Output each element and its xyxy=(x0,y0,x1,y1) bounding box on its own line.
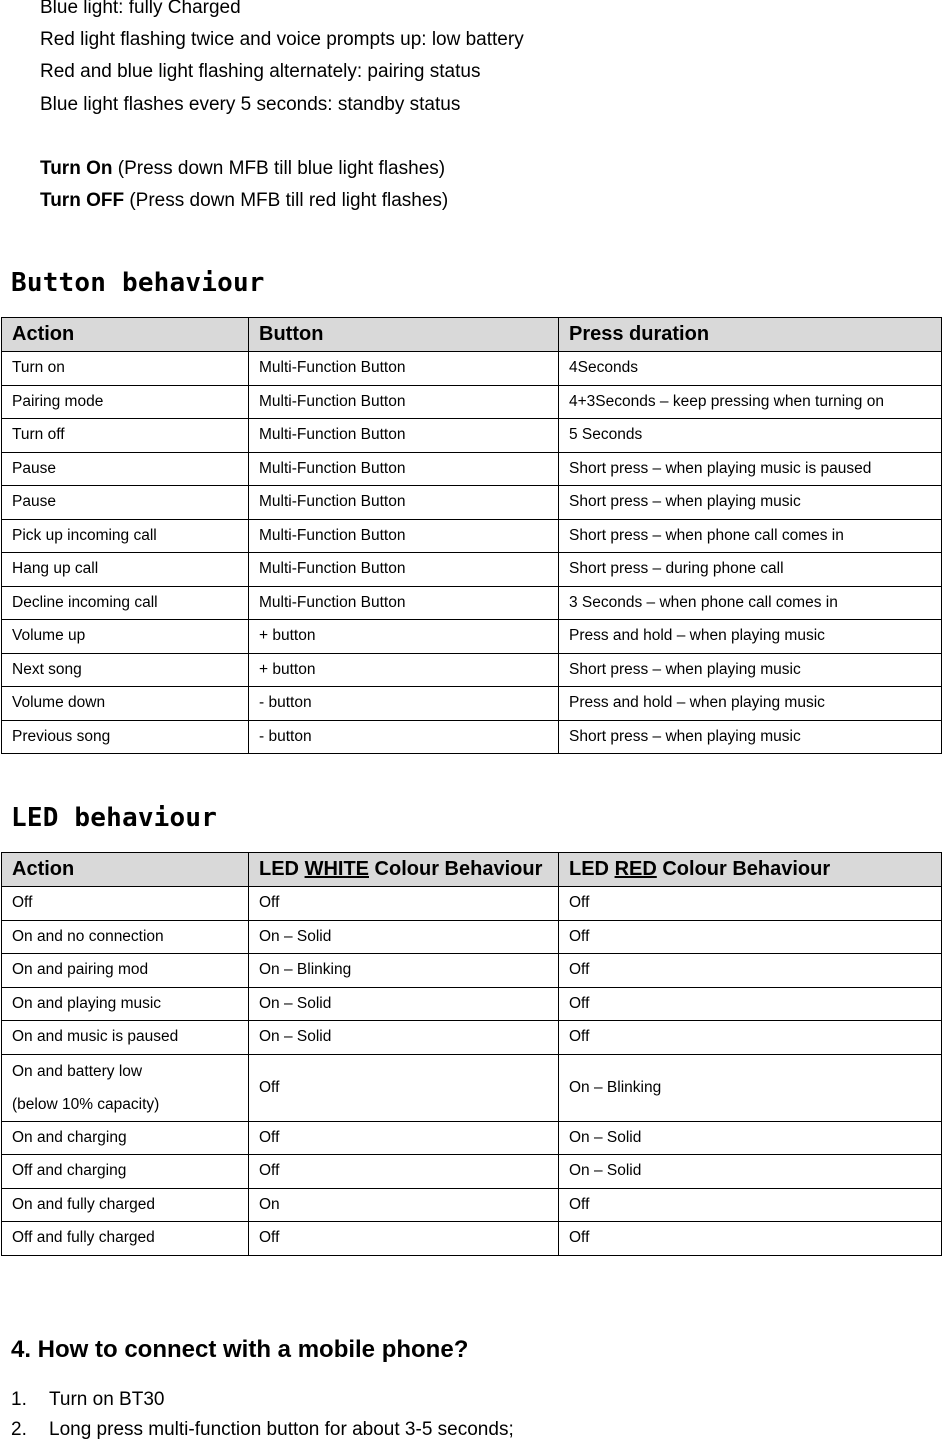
white-led-cell: On – Blinking xyxy=(249,954,559,988)
action-cell: Volume up xyxy=(2,620,249,654)
table-row xyxy=(2,987,942,1021)
duration-cell: 5 Seconds xyxy=(559,419,942,453)
action-cell: Pick up incoming call xyxy=(2,519,249,553)
column-header: Action xyxy=(2,853,249,887)
action-cell: Volume down xyxy=(2,687,249,721)
red-led-cell: Off xyxy=(559,954,942,988)
white-led-cell: On xyxy=(249,1188,559,1222)
button-behaviour-table xyxy=(1,317,942,754)
turn-off-text: (Press down MFB till red light flashes) xyxy=(124,189,449,211)
table-row xyxy=(2,1121,942,1155)
table-row xyxy=(2,1155,942,1189)
duration-cell: 3 Seconds – when phone call comes in xyxy=(559,586,942,620)
action-cell: Turn on xyxy=(2,352,249,386)
table-row xyxy=(2,586,942,620)
turn-on-text: (Press down MFB till blue light flashes) xyxy=(112,157,446,179)
table-row xyxy=(2,887,942,921)
action-line: (below 10% capacity) xyxy=(12,1095,160,1113)
column-header: Action xyxy=(2,318,249,352)
turn-off-label: Turn OFF xyxy=(40,189,125,211)
action-cell: Hang up call xyxy=(2,553,249,587)
button-cell: Multi-Function Button xyxy=(249,486,559,520)
table-row xyxy=(2,519,942,553)
red-led-cell: Off xyxy=(559,1222,942,1256)
red-led-cell: On – Blinking xyxy=(559,1054,942,1121)
table-row xyxy=(2,1054,942,1121)
column-header: Button xyxy=(249,318,559,352)
action-cell: Pause xyxy=(2,452,249,486)
header-text: LED xyxy=(569,858,615,880)
duration-cell: Short press – when playing music xyxy=(559,653,942,687)
button-cell: Multi-Function Button xyxy=(249,452,559,486)
action-cell: On and fully charged xyxy=(2,1188,249,1222)
header-text: WHITE xyxy=(304,858,369,880)
button-cell: - button xyxy=(249,687,559,721)
action-cell: Off and charging xyxy=(2,1155,249,1189)
button-cell: - button xyxy=(249,720,559,754)
duration-cell: 4Seconds xyxy=(559,352,942,386)
action-cell: Turn off xyxy=(2,419,249,453)
table-row xyxy=(2,1188,942,1222)
duration-cell: Short press – when playing music is paused xyxy=(559,452,942,486)
connect-section-title: 4. How to connect with a mobile phone? xyxy=(11,1336,469,1363)
column-header-red xyxy=(559,853,942,887)
table-row xyxy=(2,486,942,520)
table-header-row xyxy=(2,318,942,352)
header-text: Colour Behaviour xyxy=(656,858,831,880)
button-cell: Multi-Function Button xyxy=(249,519,559,553)
table-row xyxy=(2,687,942,721)
turn-off-instruction xyxy=(40,191,524,223)
button-cell: + button xyxy=(249,620,559,654)
step-number: 2. xyxy=(11,1419,27,1440)
note-line: Blue light flashes every 5 seconds: standby status xyxy=(40,93,461,115)
button-cell: Multi-Function Button xyxy=(249,419,559,453)
table-row xyxy=(2,553,942,587)
white-led-cell: Off xyxy=(249,1222,559,1256)
action-cell: Off xyxy=(2,887,249,921)
action-cell: Pause xyxy=(2,486,249,520)
table-header-row xyxy=(2,853,942,887)
white-led-cell: On – Solid xyxy=(249,920,559,954)
white-led-cell: On – Solid xyxy=(249,987,559,1021)
button-cell: Multi-Function Button xyxy=(249,553,559,587)
table-row xyxy=(2,452,942,486)
turn-on-label: Turn On xyxy=(40,157,113,179)
table-row xyxy=(2,352,942,386)
white-led-cell: Off xyxy=(249,1155,559,1189)
action-cell: Pairing mode xyxy=(2,385,249,419)
white-led-cell: Off xyxy=(249,1054,559,1121)
table-row xyxy=(2,620,942,654)
header-text: Colour Behaviour xyxy=(369,858,543,880)
note-line: Blue light: fully Charged xyxy=(40,0,241,18)
red-led-cell: Off xyxy=(559,987,942,1021)
action-cell: On and no connection xyxy=(2,920,249,954)
duration-cell: Press and hold – when playing music xyxy=(559,687,942,721)
duration-cell: 4+3Seconds – keep pressing when turning on xyxy=(559,385,942,419)
action-line: On and battery low xyxy=(12,1062,143,1080)
action-cell xyxy=(2,1054,249,1121)
table-row xyxy=(2,385,942,419)
red-led-cell: On – Solid xyxy=(559,1155,942,1189)
red-led-cell: Off xyxy=(559,920,942,954)
turn-on-instruction xyxy=(40,159,524,191)
button-cell: Multi-Function Button xyxy=(249,385,559,419)
table-row xyxy=(2,920,942,954)
action-cell: Next song xyxy=(2,653,249,687)
action-cell: Decline incoming call xyxy=(2,586,249,620)
led-indicator-notes xyxy=(40,0,524,223)
white-led-cell: On – Solid xyxy=(249,1021,559,1055)
table-row xyxy=(2,954,942,988)
button-cell: Multi-Function Button xyxy=(249,586,559,620)
red-led-cell: On – Solid xyxy=(559,1121,942,1155)
button-cell: + button xyxy=(249,653,559,687)
red-led-cell: Off xyxy=(559,1021,942,1055)
column-header: Press duration xyxy=(559,318,942,352)
step-text: Turn on BT30 xyxy=(49,1389,165,1410)
action-cell: On and pairing mod xyxy=(2,954,249,988)
step-number: 1. xyxy=(11,1389,27,1410)
table-row xyxy=(2,1222,942,1256)
white-led-cell: Off xyxy=(249,887,559,921)
action-cell: Previous song xyxy=(2,720,249,754)
button-behaviour-heading: Button behaviour xyxy=(11,268,265,298)
duration-cell: Press and hold – when playing music xyxy=(559,620,942,654)
action-cell: On and charging xyxy=(2,1121,249,1155)
action-cell: On and playing music xyxy=(2,987,249,1021)
red-led-cell: Off xyxy=(559,887,942,921)
red-led-cell: Off xyxy=(559,1188,942,1222)
duration-cell: Short press – when playing music xyxy=(559,486,942,520)
duration-cell: Short press – during phone call xyxy=(559,553,942,587)
button-cell: Multi-Function Button xyxy=(249,352,559,386)
header-text: LED xyxy=(259,858,305,880)
table-row xyxy=(2,720,942,754)
action-cell: Off and fully charged xyxy=(2,1222,249,1256)
column-header-white xyxy=(249,853,559,887)
white-led-cell: Off xyxy=(249,1121,559,1155)
header-text: RED xyxy=(614,858,657,880)
led-behaviour-table xyxy=(1,852,942,1256)
duration-cell: Short press – when phone call comes in xyxy=(559,519,942,553)
list-item xyxy=(11,1389,514,1419)
note-line: Red light flashing twice and voice prompts up: low battery xyxy=(40,29,524,51)
action-cell: On and music is paused xyxy=(2,1021,249,1055)
led-behaviour-heading: LED behaviour xyxy=(11,803,218,833)
connect-steps-list xyxy=(11,1389,514,1449)
table-row xyxy=(2,419,942,453)
note-line: Red and blue light flashing alternately: pairing status xyxy=(40,61,481,83)
step-text: Long press multi-function button for about 3-5 seconds; xyxy=(49,1419,514,1440)
duration-cell: Short press – when playing music xyxy=(559,720,942,754)
table-row xyxy=(2,653,942,687)
table-row xyxy=(2,1021,942,1055)
